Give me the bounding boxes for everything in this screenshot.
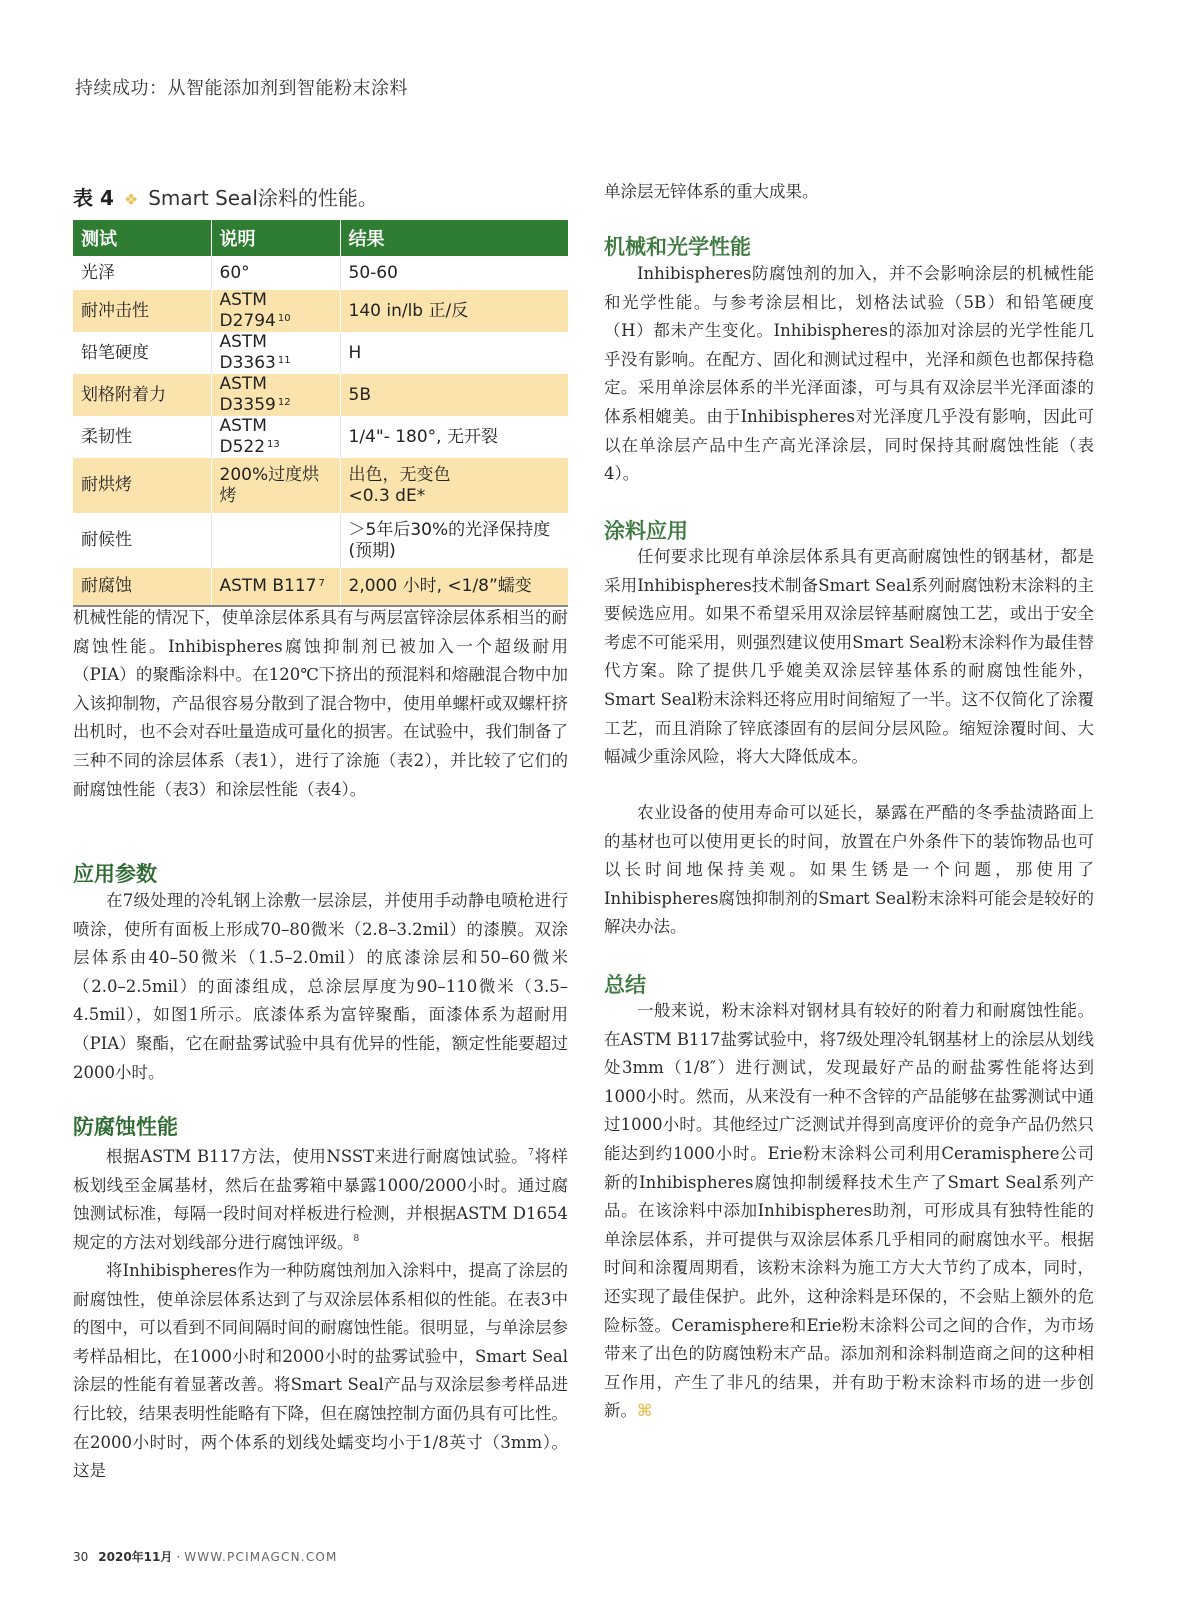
paragraph-summary: 一般来说，粉末涂料对钢材具有较好的附着力和耐腐蚀性能。在ASTM B117盐雾试验中，将7级处理冷轧钢基材上的涂层从划线处3mm（1/8″）进行测试，发现最好产品的耐盐雾性能将达到1000小时。然而，从来没有一种不含锌的产品能够在盐雾测试中通过1000小时。其他经过广泛测试并得到高度评价的竞争产品仍然只能达到约1000小时。Erie粉末涂料公司利用Ceramisphere公司新的Inhibispheres腐蚀抑制缓释技术生产了Smart Seal系列产品。在该涂料中添加Inhibispheres助剂，可形成具有独特性能的单涂层体系，并可提供与双涂层体系几乎相同的耐腐蚀水平。根据时间和涂覆周期看，该粉末涂料为施工方大大节约了成本，同时，还实现了最佳保护。此外，这种涂料是环保的，不会贴上额外的危险标签。Ceramisphere和Erie粉末涂料公司之间的合作，为市场带来了出色的防腐蚀粉末产品。添加剂和涂料制造商之间的这种相互作用，产生了非凡的结果，并有助于粉末涂料市场的进一步创新。⌘ <box>604 1001 1094 1421</box>
cell-desc: ASTM D2794 $^{10}$ <box>211 290 340 332</box>
cell-desc <box>211 513 340 568</box>
heading-summary: 总结 <box>604 973 646 997</box>
table-row <box>73 568 568 606</box>
footnote-ref: 13 <box>267 439 280 450</box>
table-title: Smart Seal涂料的性能。 <box>148 186 378 210</box>
cell-test: 铅笔硬度 <box>73 332 211 374</box>
running-head: 持续成功：从智能添加剂到智能粉末涂料 <box>75 78 408 99</box>
paragraph-application: 在7级处理的冷轧钢上涂敷一层涂层，并使用手动静电喷枪进行喷涂，使所有面板上形成70–80微米（2.8–3.2mil）的漆膜。双涂层体系由40–50微米（1.5–2.0mil）的底漆涂层和50–60微米（2.0–2.5mil）的面漆组成，总涂层厚度为90–110微米（3.5–4.5mil），如图1所示。底漆体系为富锌聚酯，面漆体系为超耐用（PIA）聚酯，它在耐盐雾试验中具有优异的性能，额定性能要超过2000小时。 <box>73 891 568 1082</box>
cell-desc: ASTM D3359 $^{12}$ <box>211 374 340 416</box>
cell-desc: 60° <box>211 256 340 290</box>
table-caption <box>73 182 378 211</box>
footnote-ref: 12 <box>277 397 291 408</box>
paragraph-continued: 单涂层无锌体系的重大成果。 <box>604 182 819 201</box>
cell-desc: ASTM B117 $^7$ <box>211 568 340 606</box>
table-header-row <box>73 220 568 256</box>
cell-desc: ASTM D3363 $^{11}$ <box>211 332 340 374</box>
table-row <box>73 416 568 458</box>
footer-separator: · <box>176 1550 181 1564</box>
header-description: 说明 <box>211 220 340 256</box>
paragraph-usage-2: 农业设备的使用寿命可以延长，暴露在严酷的冬季盐渍路面上的基材也可以使用更长的时间，放置在户外条件下的装饰物品也可以长时间地保持美观。如果生锈是一个问题，那使用了Inhibispheres腐蚀抑制剂的Smart Seal粉末涂料可能会是较好的解决办法。 <box>604 803 1094 937</box>
cell-test: 耐腐蚀 <box>73 568 211 606</box>
paragraph-usage-1: 任何要求比现有单涂层体系具有更高耐腐蚀性的钢基材，都是采用Inhibispheres技术制备Smart Seal系列耐腐蚀粉末涂料的主要候选应用。如果不希望采用双涂层锌基耐腐蚀工艺，或出于安全考虑不可能采用，则强烈建议使用Smart Seal粉末涂料作为最佳替代方案。除了提供几乎媲美双涂层锌基体系的耐腐蚀性能外，Smart Seal粉末涂料还将应用时间缩短了一半。这不仅简化了涂覆工艺，而且消除了锌底漆固有的层间分层风险。缩短涂覆时间、大幅减少重涂风险，将大大降低成本。 <box>604 547 1094 767</box>
page-number: 30 <box>73 1550 89 1564</box>
heading-mechanical-optical: 机械和光学性能 <box>604 235 751 259</box>
heading-coating-application: 涂料应用 <box>604 519 688 543</box>
footnote-ref: 7 <box>318 578 325 589</box>
cell-desc: 200%过度烘烤 <box>211 458 340 513</box>
footnote-ref: 8 <box>353 1233 360 1244</box>
cell-desc: ASTM D522 $^{13}$ <box>211 416 340 458</box>
cell-result: H <box>340 332 568 374</box>
cell-test: 耐候性 <box>73 513 211 568</box>
cell-result: 出色，无变色 <0.3 dE* <box>340 458 568 513</box>
table-row <box>73 513 568 568</box>
paragraph-corrosion-method: 根据ASTM B117方法，使用NSST来进行耐腐蚀试验。$^7$将样板划线至金属基材，然后在盐雾箱中暴露1000/2000小时。通过腐蚀测试标准，每隔一段时间对样板进行检测，并根据ASTM D1654规定的方法对划线部分进行腐蚀评级。$^8$ <box>73 1147 569 1252</box>
table-row <box>73 374 568 416</box>
properties-table <box>73 220 568 607</box>
table-number: 表 4 <box>73 186 114 210</box>
cell-result: ＞5年后30%的光泽保持度 (预期) <box>340 513 568 568</box>
table-row <box>73 256 568 290</box>
cell-result: 1/4"- 180°, 无开裂 <box>340 416 568 458</box>
heading-corrosion-performance: 防腐蚀性能 <box>73 1115 178 1139</box>
website-link[interactable]: WWW.PCIMAGCN.COM <box>184 1550 338 1564</box>
cell-result: 5B <box>340 374 568 416</box>
paragraph-intro: 机械性能的情况下，使单涂层体系具有与两层富锌涂层体系相当的耐腐蚀性能。Inhibispheres腐蚀抑制剂已被加入一个超级耐用（PIA）的聚酯涂料中。在120℃下挤出的预混料和熔融混合物中加入该抑制物，产品很容易分散到了混合物中，使用单螺杆或双螺杆挤出机时，也不会对吞吐量造成可量化的损害。在试验中，我们制备了三种不同的涂层体系（表1），进行了涂施（表2），并比较了它们的耐腐蚀性能（表3）和涂层性能（表4）。 <box>73 608 568 799</box>
table-row <box>73 290 568 332</box>
paragraph-corrosion-results: 将Inhibispheres作为一种防腐蚀剂加入涂料中，提高了涂层的耐腐蚀性，使单涂层体系达到了与双涂层体系相似的性能。在表3中的图中，可以看到不同间隔时间的耐腐蚀性能。很明显，与单涂层参考样品相比，在1000小时和2000小时的盐雾试验中，Smart Seal涂层的性能有着显著改善。将Smart Seal产品与双涂层参考样品进行比较，结果表明性能略有下降，但在腐蚀控制方面仍具有可比性。在2000小时时，两个体系的划线处蠕变均小于1/8英寸（3mm）。这是 <box>73 1261 568 1481</box>
footnote-ref: 11 <box>277 355 291 366</box>
page-footer <box>73 1548 338 1565</box>
footnote-ref: 7 <box>528 1148 534 1158</box>
cell-result: 140 in/lb 正/反 <box>340 290 568 332</box>
table-row <box>73 332 568 374</box>
cell-test: 柔韧性 <box>73 416 211 458</box>
cell-test: 耐冲击性 <box>73 290 211 332</box>
cell-test: 划格附着力 <box>73 374 211 416</box>
cell-test: 光泽 <box>73 256 211 290</box>
cell-result: 2,000 小时, <1/8”蠕变 <box>340 568 568 606</box>
header-result: 结果 <box>340 220 568 256</box>
paragraph-mechanical: Inhibispheres防腐蚀剂的加入，并不会影响涂层的机械性能和光学性能。与参考涂层相比，划格法试验（5B）和铅笔硬度（H）都未产生变化。Inhibispheres的添加对涂层的光学性能几乎没有影响。在配方、固化和测试过程中，光泽和颜色也都保持稳定。采用单涂层体系的半光泽面漆，可与具有双涂层半光泽面漆的体系相媲美。由于Inhibispheres对光泽度几乎没有影响，因此可以在单涂层产品中生产高光泽涂层，同时保持其耐腐蚀性能（表4）。 <box>604 264 1094 484</box>
header-test: 测试 <box>73 220 211 256</box>
table-row <box>73 458 568 513</box>
heading-application-parameters: 应用参数 <box>73 862 157 886</box>
end-mark-icon: ⌘ <box>637 1401 653 1421</box>
cell-test: 耐烘烤 <box>73 458 211 513</box>
cell-result: 50-60 <box>340 256 568 290</box>
issue-date: 2020年11月 <box>98 1550 173 1564</box>
footnote-ref: 10 <box>277 313 291 324</box>
diamond-icon: ❖ <box>123 190 139 209</box>
